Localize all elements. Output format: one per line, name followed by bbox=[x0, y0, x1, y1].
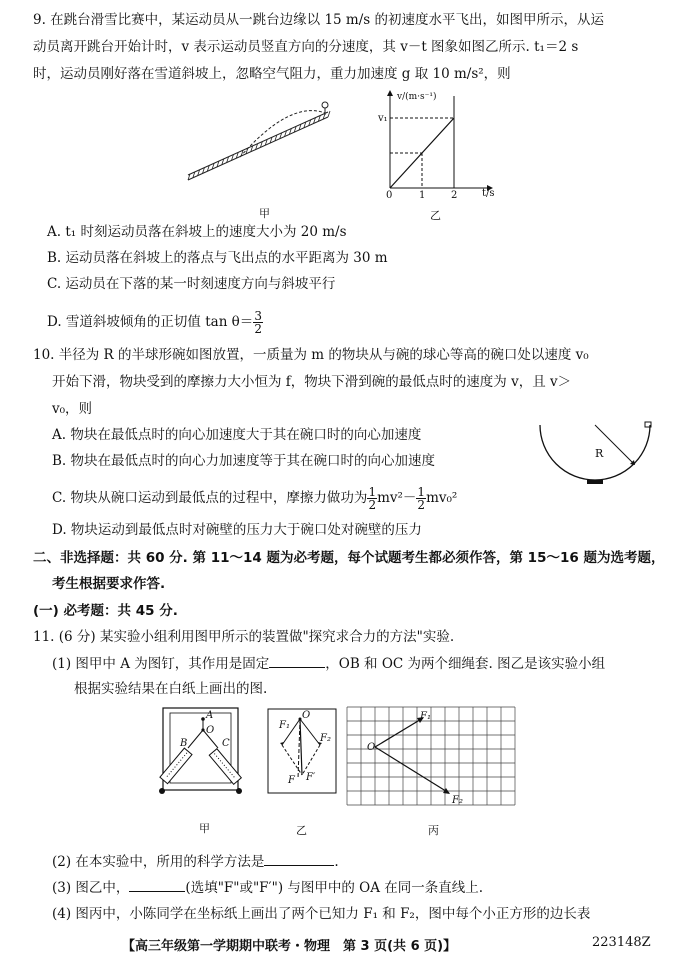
vt-graph-v1-label: v₁ bbox=[378, 113, 388, 124]
vt-graph-tick-1: 1 bbox=[419, 190, 426, 201]
grid-label-o: O bbox=[367, 742, 376, 753]
q11-part3-text-a: (3) 图乙中， bbox=[52, 880, 130, 896]
grid-label-f1: F₁ bbox=[420, 711, 431, 722]
q11-part2 bbox=[52, 851, 339, 872]
fig11-jia-caption: 甲 bbox=[199, 822, 210, 835]
fraction-denominator: 2 bbox=[417, 498, 426, 512]
q9-option-d bbox=[47, 310, 263, 335]
q10-stem-line2: 开始下滑，物块受到的摩擦力大小恒为 f，物块下滑到碗的最低点时的速度为 v，且 v＞ bbox=[52, 374, 572, 390]
answer-blank-3[interactable] bbox=[129, 877, 185, 892]
apparatus-label-o: O bbox=[206, 725, 215, 736]
grid-label-f2: F₂ bbox=[452, 795, 463, 806]
q10-option-b: B. 物块在最低点时的向心力加速度等于其在碗口时的向心加速度 bbox=[52, 453, 436, 469]
vt-graph-x-label: t/s bbox=[482, 188, 495, 199]
q11-part1 bbox=[52, 653, 605, 674]
parallelogram-label-f2: F₂ bbox=[320, 733, 331, 744]
q11-stem: 11. (6 分) 某实验小组利用图甲所示的装置做"探究求合力的方法"实验. bbox=[33, 629, 455, 645]
parallelogram-label-f1: F₁ bbox=[279, 720, 290, 731]
apparatus-label-b: B bbox=[180, 738, 188, 749]
bowl-radius-label: R bbox=[595, 447, 604, 460]
q11-part1-text-a: (1) 图甲中 A 为图钉，其作用是固定 bbox=[52, 656, 270, 672]
apparatus-label-c: C bbox=[222, 738, 230, 749]
section2-subtitle: (一) 必考题：共 45 分. bbox=[33, 603, 178, 619]
vt-graph bbox=[372, 88, 497, 203]
q10-option-c-fraction-2 bbox=[416, 486, 426, 511]
q11-part3-text-b: (选填"F"或"F′") 与图甲中的 OA 在同一条直线上. bbox=[185, 880, 484, 896]
q10-option-c-term1: mv²－ bbox=[377, 490, 417, 506]
q11-part4: (4) 图丙中，小陈同学在坐标纸上画出了两个已知力 F₁ 和 F₂，图中每个小正方形的边长表 bbox=[52, 906, 591, 922]
apparatus-label-a: A bbox=[206, 710, 214, 721]
fig-yi-caption: 乙 bbox=[430, 209, 441, 222]
coordinate-grid-figure bbox=[345, 705, 520, 808]
section2-title-line1: 二、非选择题：共 60 分. 第 11～14 题为必考题，每个试题考生都必须作答，第 15～16 题为选考题， bbox=[33, 550, 665, 566]
fig11-yi-caption: 乙 bbox=[296, 824, 307, 837]
fraction-numerator: 3 bbox=[254, 309, 262, 323]
section2-title-line2: 考生根据要求作答. bbox=[52, 576, 166, 592]
fig-jia-caption: 甲 bbox=[259, 207, 270, 220]
vt-graph-tick-2: 2 bbox=[451, 190, 458, 201]
q9-option-a: A. t₁ 时刻运动员落在斜坡上的速度大小为 20 m/s bbox=[47, 224, 347, 240]
q10-option-c-text: C. 物块从碗口运动到最低点的过程中，摩擦力做功为 bbox=[52, 490, 368, 506]
q9-stem-line2: 动员离开跳台开始计时，v 表示运动员竖直方向的分速度，其 v－t 图象如图乙所示. t₁＝2 s bbox=[33, 39, 579, 55]
q9-option-c: C. 运动员在下落的某一时刻速度方向与斜坡平行 bbox=[47, 276, 336, 292]
fraction-denominator: 2 bbox=[368, 498, 377, 512]
q10-option-a: A. 物块在最低点时的向心加速度大于其在碗口时的向心加速度 bbox=[52, 427, 422, 443]
fraction-numerator: 1 bbox=[368, 485, 377, 499]
vt-graph-y-label: v/(m·s⁻¹) bbox=[397, 92, 437, 102]
q10-stem-line3: v₀，则 bbox=[52, 401, 93, 417]
q9-option-b: B. 运动员落在斜坡上的落点与飞出点的水平距离为 30 m bbox=[47, 250, 388, 266]
q9-stem-line3: 时，运动员刚好落在雪道斜坡上，忽略空气阻力，重力加速度 g 取 10 m/s²，则 bbox=[33, 66, 511, 82]
q11-part2-text: (2) 在本实验中，所用的科学方法是 bbox=[52, 854, 265, 870]
fig11-bing-caption: 丙 bbox=[428, 824, 439, 837]
parallelogram-label-f: F bbox=[288, 775, 295, 786]
vt-graph-tick-0: 0 bbox=[386, 190, 393, 201]
q10-option-c bbox=[52, 486, 457, 511]
footer-code: 223148Z bbox=[592, 935, 651, 950]
q11-part3 bbox=[52, 877, 483, 898]
ski-slope-figure bbox=[180, 95, 350, 190]
answer-blank-1[interactable] bbox=[269, 653, 325, 668]
fraction-denominator: 2 bbox=[254, 322, 262, 336]
footer-exam-info: 【高三年级第一学期期中联考・物理 第 3 页(共 6 页)】 bbox=[122, 939, 457, 954]
q9-stem-line1: 9. 在跳台滑雪比赛中，某运动员从一跳台边缘以 15 m/s 的初速度水平飞出，如图甲所示，从运 bbox=[33, 12, 605, 28]
fraction-numerator: 1 bbox=[417, 485, 426, 499]
q10-option-d: D. 物块运动到最低点时对碗壁的压力大于碗口处对碗壁的压力 bbox=[52, 522, 422, 538]
q11-part2-end: . bbox=[334, 854, 339, 870]
answer-blank-2[interactable] bbox=[264, 851, 334, 866]
q11-part1-cont: 根据实验结果在白纸上画出的图. bbox=[74, 681, 268, 697]
q9-option-d-text: D. 雪道斜坡倾角的正切值 tan θ＝ bbox=[47, 314, 254, 330]
q9-option-d-fraction bbox=[253, 310, 263, 335]
q10-option-c-term2: mv₀² bbox=[426, 490, 458, 506]
apparatus-figure bbox=[158, 703, 243, 795]
parallelogram-label-o: O bbox=[302, 710, 311, 721]
q10-stem-line1: 10. 半径为 R 的半球形碗如图放置，一质量为 m 的物块从与碗的球心等高的碗口处以速度 v₀ bbox=[33, 347, 589, 363]
q11-part1-text-b: ，OB 和 OC 为两个细绳套. 图乙是该实验小组 bbox=[325, 656, 606, 672]
q10-option-c-fraction-1 bbox=[367, 486, 377, 511]
parallelogram-label-f-prime: F′ bbox=[306, 772, 316, 783]
